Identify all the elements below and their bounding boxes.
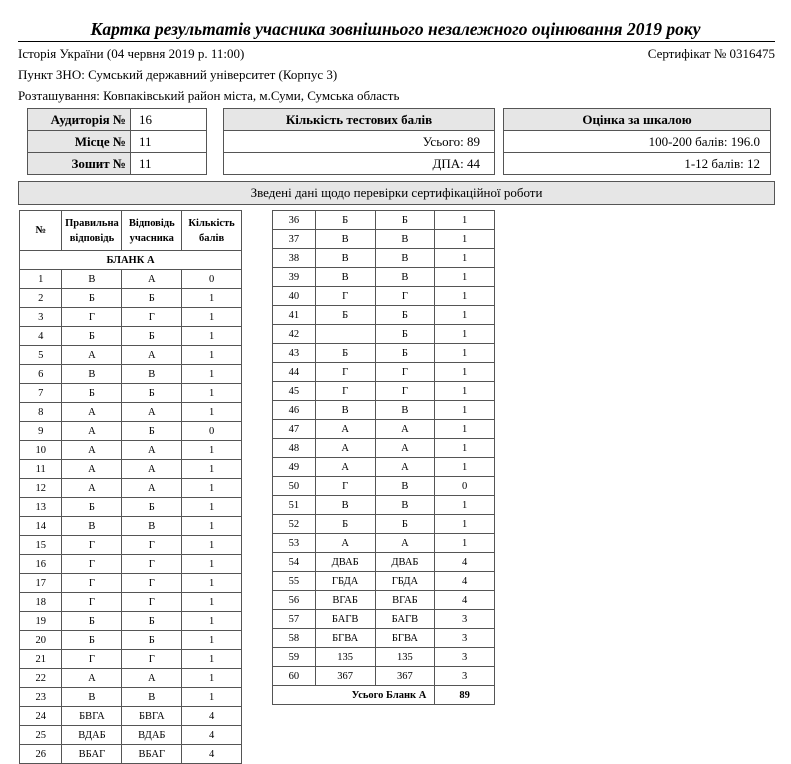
cell-participant-answer: Г [122, 593, 182, 612]
cell-number: 1 [20, 270, 62, 289]
cell-number: 41 [273, 306, 316, 325]
table-row [20, 688, 242, 707]
cell-number: 15 [20, 536, 62, 555]
cell-points: 1 [435, 534, 495, 553]
cell-points: 4 [435, 572, 495, 591]
cell-points: 1 [435, 363, 495, 382]
table-row [273, 534, 495, 553]
cell-correct-answer: Б [62, 289, 122, 308]
cell-correct-answer: Г [315, 382, 375, 401]
cell-participant-answer: Б [375, 515, 435, 534]
cell-correct-answer: В [62, 270, 122, 289]
cell-number: 2 [20, 289, 62, 308]
table-row [20, 441, 242, 460]
cell-points: 1 [435, 287, 495, 306]
cell-participant-answer: А [375, 439, 435, 458]
table-row [273, 572, 495, 591]
cell-participant-answer: 135 [375, 648, 435, 667]
cell-number: 14 [20, 517, 62, 536]
cell-correct-answer: В [315, 401, 375, 420]
table-row [273, 591, 495, 610]
auditorium-value: 16 [130, 108, 207, 131]
cell-participant-answer: А [122, 479, 182, 498]
cell-number: 49 [273, 458, 316, 477]
cell-points: 1 [182, 327, 242, 346]
cell-participant-answer: А [122, 441, 182, 460]
table-row [20, 422, 242, 441]
cell-participant-answer: ВБАГ [122, 745, 182, 764]
page-title: Картка результатів учасника зовнішнього незалежного оцінювання 2019 року [90, 19, 701, 39]
test-center: Пункт ЗНО: Сумський державний університет (Корпус 3) [18, 67, 338, 82]
cell-participant-answer: Г [122, 574, 182, 593]
place-value: 11 [130, 130, 207, 153]
cell-correct-answer: А [62, 460, 122, 479]
test-points-total: Усього: 89 [223, 130, 495, 153]
cell-points: 4 [182, 726, 242, 745]
table-row [273, 610, 495, 629]
cell-points: 1 [435, 230, 495, 249]
cell-participant-answer: ВГАБ [375, 591, 435, 610]
cell-participant-answer: БАГВ [375, 610, 435, 629]
test-location: Розташування: Ковпаківський район міста, м.Суми, Сумська область [18, 88, 400, 103]
cell-number: 25 [20, 726, 62, 745]
cell-points: 3 [435, 629, 495, 648]
cell-points: 1 [182, 555, 242, 574]
cell-participant-answer: Б [122, 327, 182, 346]
cell-correct-answer: Б [62, 498, 122, 517]
cell-correct-answer: В [315, 249, 375, 268]
cell-points: 0 [435, 477, 495, 496]
table-row [20, 498, 242, 517]
cell-participant-answer: В [122, 688, 182, 707]
cell-correct-answer: А [315, 439, 375, 458]
cell-correct-answer: БВГА [62, 707, 122, 726]
cell-points: 1 [182, 612, 242, 631]
cell-points: 1 [182, 498, 242, 517]
table-row [273, 363, 495, 382]
cell-participant-answer: ВДАБ [122, 726, 182, 745]
table-row [20, 707, 242, 726]
table-row [273, 458, 495, 477]
cell-correct-answer: ВГАБ [315, 591, 375, 610]
cell-points: 4 [435, 553, 495, 572]
cell-participant-answer: Б [122, 289, 182, 308]
place-label: Місце № [27, 130, 131, 153]
cell-correct-answer: Б [315, 211, 375, 230]
cell-points: 1 [182, 669, 242, 688]
table-row [273, 648, 495, 667]
cell-number: 50 [273, 477, 316, 496]
table-row [273, 268, 495, 287]
cell-points: 1 [182, 289, 242, 308]
cell-number: 23 [20, 688, 62, 707]
cell-correct-answer: 367 [315, 667, 375, 686]
cell-number: 48 [273, 439, 316, 458]
table-row [273, 344, 495, 363]
cell-number: 53 [273, 534, 316, 553]
col-header-correct: Правильна відповідь [62, 211, 122, 251]
cell-number: 42 [273, 325, 316, 344]
cell-correct-answer: Г [62, 536, 122, 555]
cell-number: 9 [20, 422, 62, 441]
cell-number: 57 [273, 610, 316, 629]
certificate-number: Сертифікат № 0316475 [647, 46, 775, 61]
cell-number: 40 [273, 287, 316, 306]
cell-correct-answer: А [62, 346, 122, 365]
cell-participant-answer: Б [122, 384, 182, 403]
cell-correct-answer: А [62, 441, 122, 460]
cell-number: 10 [20, 441, 62, 460]
cell-correct-answer: Б [62, 631, 122, 650]
cell-number: 38 [273, 249, 316, 268]
cell-points: 1 [182, 384, 242, 403]
cell-points: 1 [182, 346, 242, 365]
table-row [20, 726, 242, 745]
scale-score-12: 1-12 балів: 12 [503, 152, 771, 175]
table-row [273, 401, 495, 420]
cell-number: 5 [20, 346, 62, 365]
cell-points: 1 [182, 650, 242, 669]
cell-number: 24 [20, 707, 62, 726]
table-row [20, 574, 242, 593]
cell-correct-answer: А [315, 458, 375, 477]
cell-participant-answer: ГБДА [375, 572, 435, 591]
cell-correct-answer: В [62, 365, 122, 384]
cell-number: 47 [273, 420, 316, 439]
cell-correct-answer: БАГВ [315, 610, 375, 629]
cell-participant-answer: А [122, 403, 182, 422]
cell-points: 1 [435, 439, 495, 458]
table-row [273, 553, 495, 572]
table-row [273, 439, 495, 458]
table-row [273, 477, 495, 496]
table-row [20, 403, 242, 422]
cell-participant-answer: В [375, 230, 435, 249]
cell-number: 44 [273, 363, 316, 382]
cell-correct-answer: А [62, 403, 122, 422]
cell-participant-answer: Г [122, 555, 182, 574]
cell-correct-answer: ВБАГ [62, 745, 122, 764]
cell-participant-answer: Г [122, 308, 182, 327]
cell-participant-answer: Б [375, 306, 435, 325]
cell-participant-answer: Б [375, 325, 435, 344]
cell-participant-answer: Г [122, 536, 182, 555]
cell-points: 1 [182, 631, 242, 650]
cell-correct-answer: Г [315, 363, 375, 382]
scale-score-200: 100-200 балів: 196.0 [503, 130, 771, 153]
table-row [20, 289, 242, 308]
cell-number: 4 [20, 327, 62, 346]
cell-correct-answer: Б [315, 515, 375, 534]
cell-number: 26 [20, 745, 62, 764]
cell-participant-answer: Г [375, 287, 435, 306]
cell-points: 1 [435, 382, 495, 401]
booklet-label: Зошит № [27, 152, 131, 175]
cell-participant-answer: А [122, 460, 182, 479]
summary-title: Зведені дані щодо перевірки сертифікаційної роботи [18, 181, 775, 205]
cell-correct-answer: Г [62, 555, 122, 574]
cell-points: 4 [182, 745, 242, 764]
cell-participant-answer: А [122, 270, 182, 289]
table-row [20, 346, 242, 365]
cell-correct-answer: В [315, 230, 375, 249]
cell-correct-answer: А [62, 479, 122, 498]
total-label: Усього Бланк А [273, 686, 435, 705]
cell-correct-answer: Б [315, 306, 375, 325]
table-row [273, 325, 495, 344]
cell-participant-answer: В [375, 401, 435, 420]
cell-correct-answer: ГБДА [315, 572, 375, 591]
cell-number: 22 [20, 669, 62, 688]
cell-participant-answer: Г [375, 363, 435, 382]
cell-participant-answer: В [375, 268, 435, 287]
table-row [20, 555, 242, 574]
cell-points: 1 [435, 306, 495, 325]
table-row [20, 308, 242, 327]
cell-participant-answer: Г [375, 382, 435, 401]
cell-participant-answer: А [375, 534, 435, 553]
cell-correct-answer: А [315, 534, 375, 553]
cell-correct-answer: Г [62, 308, 122, 327]
cell-participant-answer: Б [375, 211, 435, 230]
cell-participant-answer: БГВА [375, 629, 435, 648]
cell-points: 3 [435, 667, 495, 686]
section-title: БЛАНК А [20, 251, 242, 270]
table-row [20, 669, 242, 688]
col-header-points: Кількість балів [182, 211, 242, 251]
table-row [273, 667, 495, 686]
table-row [20, 650, 242, 669]
col-header-number: № [20, 211, 62, 251]
cell-number: 56 [273, 591, 316, 610]
cell-points: 1 [182, 688, 242, 707]
cell-number: 3 [20, 308, 62, 327]
cell-participant-answer: А [122, 346, 182, 365]
cell-correct-answer: Б [62, 327, 122, 346]
cell-points: 1 [435, 268, 495, 287]
cell-points: 1 [435, 211, 495, 230]
cell-points: 1 [435, 325, 495, 344]
cell-number: 13 [20, 498, 62, 517]
cell-correct-answer: Б [62, 384, 122, 403]
cell-number: 37 [273, 230, 316, 249]
table-row [273, 629, 495, 648]
cell-points: 1 [435, 420, 495, 439]
cell-number: 20 [20, 631, 62, 650]
cell-number: 12 [20, 479, 62, 498]
scale-title: Оцінка за шкалою [503, 108, 771, 131]
test-points-dpa: ДПА: 44 [223, 152, 495, 175]
table-row [20, 745, 242, 764]
cell-participant-answer: Б [375, 344, 435, 363]
table-row [273, 287, 495, 306]
cell-points: 0 [182, 422, 242, 441]
table-row [273, 496, 495, 515]
cell-correct-answer: В [315, 268, 375, 287]
table-row [20, 460, 242, 479]
table-row [20, 593, 242, 612]
cell-participant-answer: В [122, 517, 182, 536]
col-header-answer: Відповідь учасника [122, 211, 182, 251]
cell-participant-answer: В [375, 496, 435, 515]
cell-participant-answer: Г [122, 650, 182, 669]
cell-points: 1 [435, 344, 495, 363]
table-row [20, 479, 242, 498]
cell-points: 1 [435, 458, 495, 477]
cell-correct-answer: Г [315, 287, 375, 306]
cell-number: 8 [20, 403, 62, 422]
cell-number: 45 [273, 382, 316, 401]
cell-participant-answer: А [122, 669, 182, 688]
table-row [273, 420, 495, 439]
cell-correct-answer: Г [62, 574, 122, 593]
cell-points: 1 [435, 401, 495, 420]
cell-correct-answer: В [62, 688, 122, 707]
cell-correct-answer: А [315, 420, 375, 439]
booklet-value: 11 [130, 152, 207, 175]
cell-points: 1 [182, 479, 242, 498]
cell-number: 17 [20, 574, 62, 593]
table-row [20, 612, 242, 631]
cell-correct-answer: БГВА [315, 629, 375, 648]
cell-participant-answer: Б [122, 631, 182, 650]
cell-number: 39 [273, 268, 316, 287]
cell-participant-answer: А [375, 458, 435, 477]
cell-number: 58 [273, 629, 316, 648]
cell-participant-answer: В [375, 477, 435, 496]
cell-points: 3 [435, 610, 495, 629]
cell-number: 51 [273, 496, 316, 515]
cell-points: 1 [182, 460, 242, 479]
cell-number: 36 [273, 211, 316, 230]
cell-correct-answer: Г [315, 477, 375, 496]
cell-correct-answer: Г [62, 593, 122, 612]
cell-number: 52 [273, 515, 316, 534]
cell-number: 60 [273, 667, 316, 686]
table-row [20, 517, 242, 536]
cell-number: 59 [273, 648, 316, 667]
table-row [20, 365, 242, 384]
cell-correct-answer: ДВАБ [315, 553, 375, 572]
subject-text: Історія України (04 червня 2019 р. 11:00) [18, 46, 245, 61]
cell-correct-answer: Г [62, 650, 122, 669]
table-row [273, 382, 495, 401]
cell-points: 4 [435, 591, 495, 610]
cell-points: 3 [435, 648, 495, 667]
cell-participant-answer: 367 [375, 667, 435, 686]
cell-participant-answer: Б [122, 612, 182, 631]
cell-number: 54 [273, 553, 316, 572]
table-row [273, 515, 495, 534]
cell-correct-answer: В [62, 517, 122, 536]
cell-points: 1 [182, 536, 242, 555]
cell-participant-answer: ДВАБ [375, 553, 435, 572]
cell-points: 1 [435, 515, 495, 534]
auditorium-label: Аудиторія № [27, 108, 131, 131]
cell-points: 1 [182, 365, 242, 384]
cell-number: 19 [20, 612, 62, 631]
cell-participant-answer: БВГА [122, 707, 182, 726]
cell-number: 7 [20, 384, 62, 403]
cell-correct-answer [315, 325, 375, 344]
cell-number: 55 [273, 572, 316, 591]
cell-points: 1 [182, 574, 242, 593]
cell-correct-answer: 135 [315, 648, 375, 667]
cell-correct-answer: ВДАБ [62, 726, 122, 745]
table-row [20, 536, 242, 555]
table-row [20, 631, 242, 650]
cell-number: 11 [20, 460, 62, 479]
title-underline [18, 41, 775, 42]
cell-points: 1 [182, 403, 242, 422]
results-table-right [272, 210, 495, 705]
cell-participant-answer: В [375, 249, 435, 268]
cell-number: 21 [20, 650, 62, 669]
table-row [273, 211, 495, 230]
cell-participant-answer: Б [122, 422, 182, 441]
cell-correct-answer: В [315, 496, 375, 515]
table-row [273, 230, 495, 249]
cell-points: 1 [182, 517, 242, 536]
total-value: 89 [435, 686, 495, 705]
table-row [273, 249, 495, 268]
cell-points: 1 [182, 441, 242, 460]
cell-number: 18 [20, 593, 62, 612]
table-row [20, 327, 242, 346]
table-row [273, 306, 495, 325]
cell-number: 6 [20, 365, 62, 384]
cell-number: 46 [273, 401, 316, 420]
cell-participant-answer: А [375, 420, 435, 439]
cell-points: 1 [435, 249, 495, 268]
table-row [20, 384, 242, 403]
cell-points: 1 [182, 593, 242, 612]
cell-participant-answer: В [122, 365, 182, 384]
cell-number: 43 [273, 344, 316, 363]
test-points-title: Кількість тестових балів [223, 108, 495, 131]
cell-participant-answer: Б [122, 498, 182, 517]
cell-points: 0 [182, 270, 242, 289]
cell-points: 1 [435, 496, 495, 515]
cell-correct-answer: А [62, 422, 122, 441]
cell-correct-answer: А [62, 669, 122, 688]
cell-number: 16 [20, 555, 62, 574]
results-table-left [19, 210, 242, 764]
cell-correct-answer: Б [315, 344, 375, 363]
cell-correct-answer: Б [62, 612, 122, 631]
cell-points: 4 [182, 707, 242, 726]
table-row [20, 270, 242, 289]
cell-points: 1 [182, 308, 242, 327]
